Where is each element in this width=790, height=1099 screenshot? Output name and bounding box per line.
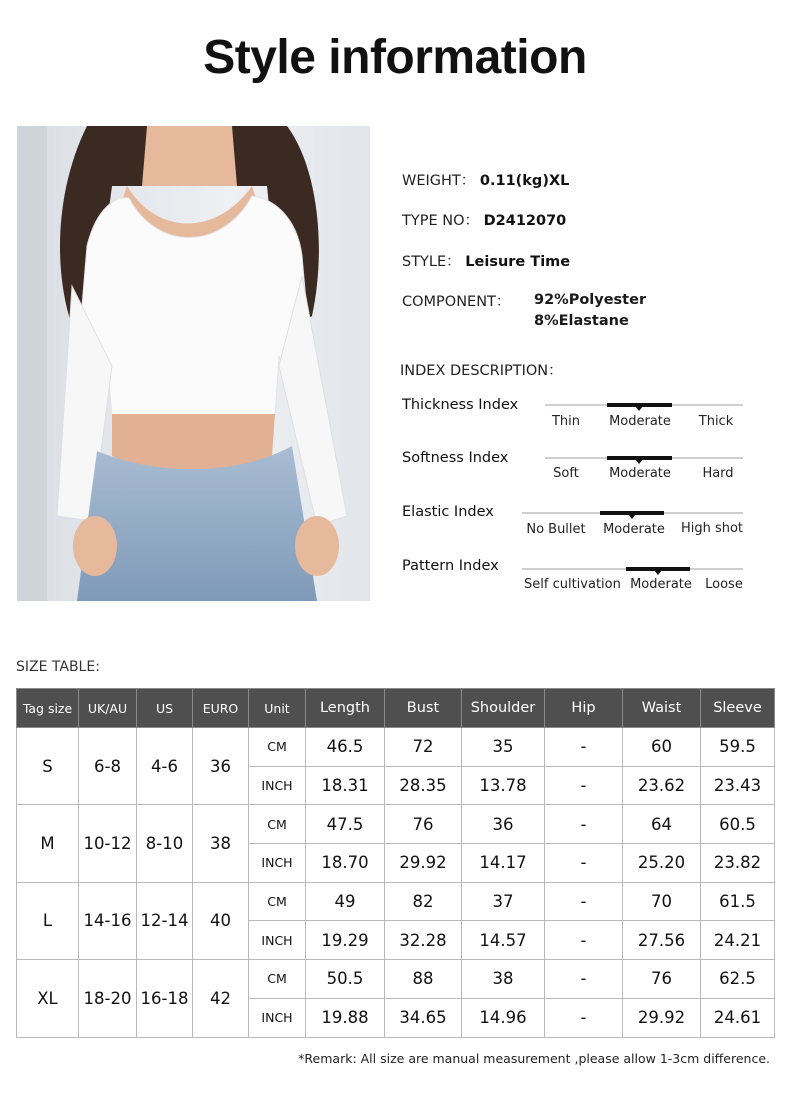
waist-cell: 76 [623,960,701,999]
column-header: UK/AU [79,689,137,728]
sleeve-cell: 61.5 [701,882,775,921]
pattern-option: Self cultivation [524,577,621,592]
length-cell: 46.5 [306,728,385,767]
weight-value: 0.11(kg)XL [479,173,570,189]
elastic-option: Moderate [603,522,665,537]
column-header: Waist [623,689,701,728]
unit-cell: INCH [249,844,306,883]
tag-size-cell: M [17,805,79,882]
waist-cell: 60 [623,728,701,767]
us-cell: 12-14 [137,882,193,959]
sleeve-cell: 23.43 [701,766,775,805]
softness-option: Moderate [609,466,671,481]
pattern-option: Loose [705,577,743,592]
component-value: 8%Elastane [534,313,629,329]
softness-pointer-icon [635,459,643,464]
shoulder-cell: 38 [462,960,545,999]
column-header: Tag size [17,689,79,728]
remark-note: *Remark: All size are manual measurement ,please allow 1-3cm difference. [298,1051,770,1066]
shoulder-cell: 14.57 [462,921,545,960]
hip-cell: - [545,998,623,1037]
length-cell: 19.29 [306,921,385,960]
waist-cell: 23.62 [623,766,701,805]
size-table-heading: SIZE TABLE: [16,659,100,675]
hip-cell: - [545,805,623,844]
table-row [17,960,775,999]
euro-cell: 42 [193,960,249,1037]
bust-cell: 32.28 [385,921,462,960]
size-table [16,688,775,1038]
waist-cell: 70 [623,882,701,921]
table-row [17,882,775,921]
shoulder-cell: 37 [462,882,545,921]
product-photo [17,126,370,601]
unit-cell: CM [249,882,306,921]
softness-option: Soft [553,466,579,481]
table-row [17,805,775,844]
length-cell: 47.5 [306,805,385,844]
softness-option: Hard [702,466,734,481]
unit-cell: INCH [249,766,306,805]
uk-au-cell: 10-12 [79,805,137,882]
size-table-header-row [17,689,775,728]
sleeve-cell: 23.82 [701,844,775,883]
softness-index-label: Softness Index [402,450,509,466]
component-row [402,290,510,311]
uk-au-cell: 6-8 [79,728,137,805]
bust-cell: 88 [385,960,462,999]
thickness-index-label: Thickness Index [402,397,519,413]
type-label: TYPE NO： [402,213,479,229]
hip-cell: - [545,844,623,883]
waist-cell: 25.20 [623,844,701,883]
type-value: D2412070 [483,213,567,229]
tag-size-cell: L [17,882,79,959]
us-cell: 16-18 [137,960,193,1037]
column-header: Hip [545,689,623,728]
weight-label: WEIGHT： [402,173,476,189]
shoulder-cell: 14.17 [462,844,545,883]
unit-cell: INCH [249,921,306,960]
tag-size-cell: S [17,728,79,805]
elastic-option: No Bullet [526,522,586,537]
table-row [17,728,775,767]
component-values [534,290,646,332]
thickness-pointer-icon [635,406,643,411]
euro-cell: 38 [193,805,249,882]
bust-cell: 28.35 [385,766,462,805]
waist-cell: 27.56 [623,921,701,960]
sleeve-cell: 62.5 [701,960,775,999]
column-header: Shoulder [462,689,545,728]
column-header: US [137,689,193,728]
hip-cell: - [545,921,623,960]
weight-row [402,169,569,190]
unit-cell: CM [249,805,306,844]
pattern-pointer-icon [654,570,662,575]
column-header: Length [306,689,385,728]
style-row [402,250,570,271]
unit-cell: CM [249,960,306,999]
pattern-option: Moderate [630,577,692,592]
column-header: Bust [385,689,462,728]
sleeve-cell: 60.5 [701,805,775,844]
us-cell: 8-10 [137,805,193,882]
bust-cell: 82 [385,882,462,921]
unit-cell: CM [249,728,306,767]
thickness-option: Moderate [609,414,671,429]
shoulder-cell: 36 [462,805,545,844]
waist-cell: 29.92 [623,998,701,1037]
bust-cell: 76 [385,805,462,844]
shoulder-cell: 13.78 [462,766,545,805]
us-cell: 4-6 [137,728,193,805]
hip-cell: - [545,882,623,921]
length-cell: 50.5 [306,960,385,999]
length-cell: 49 [306,882,385,921]
column-header: Sleeve [701,689,775,728]
hip-cell: - [545,766,623,805]
shoulder-cell: 14.96 [462,998,545,1037]
length-cell: 18.70 [306,844,385,883]
elastic-pointer-icon [628,514,636,519]
column-header: Unit [249,689,306,728]
bust-cell: 72 [385,728,462,767]
pattern-index-label: Pattern Index [402,558,499,574]
thickness-option: Thick [698,414,734,429]
unit-cell: INCH [249,998,306,1037]
bust-cell: 34.65 [385,998,462,1037]
sleeve-cell: 24.21 [701,921,775,960]
model-illustration [17,126,370,601]
elastic-option: High shot [680,521,744,536]
sleeve-cell: 59.5 [701,728,775,767]
uk-au-cell: 14-16 [79,882,137,959]
length-cell: 19.88 [306,998,385,1037]
style-value: Leisure Time [465,254,571,270]
component-value: 92%Polyester [534,292,647,308]
bust-cell: 29.92 [385,844,462,883]
style-label: STYLE： [402,254,461,270]
thickness-option: Thin [551,414,581,429]
component-label: COMPONENT： [402,294,511,310]
page-title: Style information [203,31,587,84]
euro-cell: 40 [193,882,249,959]
index-heading: INDEX DESCRIPTION： [400,363,563,379]
uk-au-cell: 18-20 [79,960,137,1037]
sleeve-cell: 24.61 [701,998,775,1037]
tag-size-cell: XL [17,960,79,1037]
elastic-index-label: Elastic Index [402,504,494,520]
waist-cell: 64 [623,805,701,844]
type-row [402,209,566,230]
hip-cell: - [545,960,623,999]
shoulder-cell: 35 [462,728,545,767]
column-header: EURO [193,689,249,728]
euro-cell: 36 [193,728,249,805]
hip-cell: - [545,728,623,767]
length-cell: 18.31 [306,766,385,805]
